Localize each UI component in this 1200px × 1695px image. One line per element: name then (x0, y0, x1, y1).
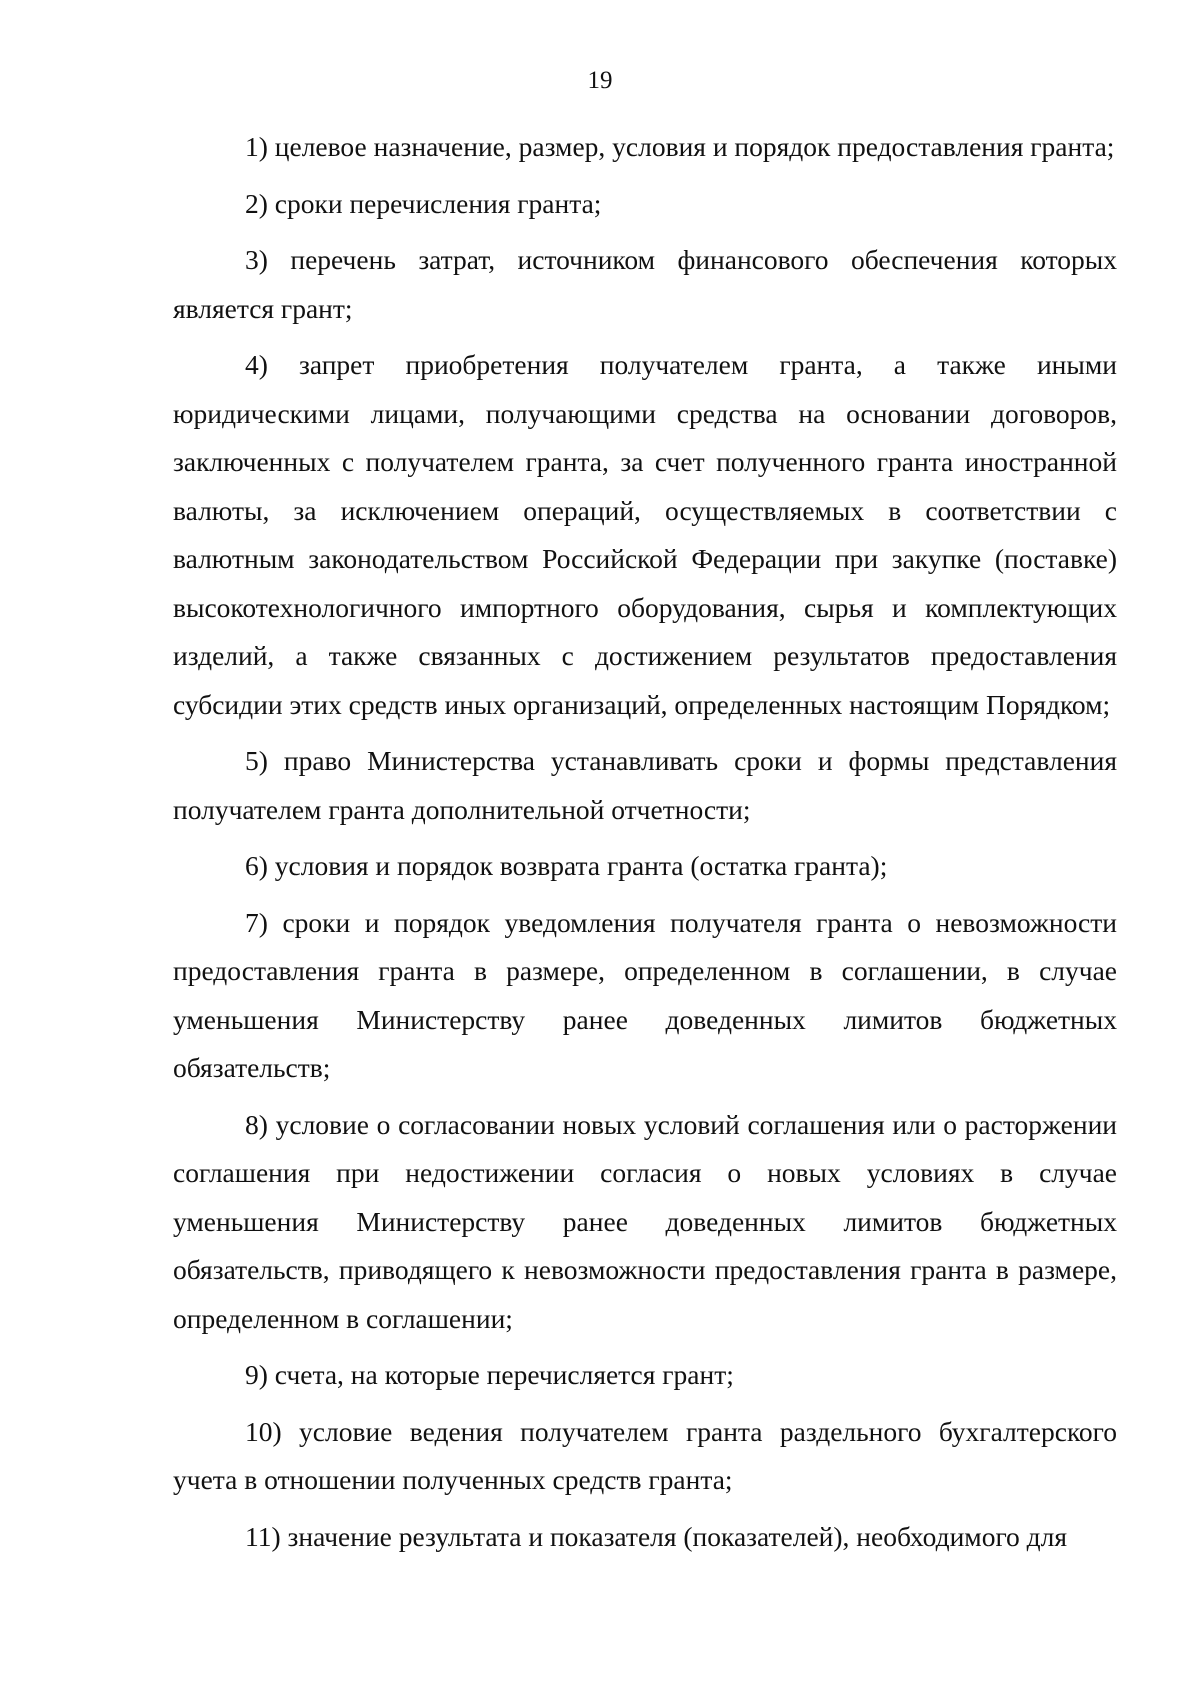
document-body (173, 123, 1117, 1561)
list-item-11: 11) значение результата и показателя (показателей), необходимого для (245, 1520, 1068, 1552)
list-item-3: 3) перечень затрат, источником финансового обеспечения которых является грант; (173, 244, 1117, 324)
list-item-6: 6) условия и порядок возврата гранта (остатка гранта); (245, 850, 888, 881)
list-item-4: 4) запрет приобретения получателем гранта, а также иными юридическими лицами, получающими средства на основании договоров, заключенных с получателем гранта, за счет полученного гранта иностранной валюты, за исключением операций, осуществляемых в соответствии с валютным законодательством Российской Федерации при закупке (поставке) высокотехнологичного импортного оборудования, сырья и комплектующих изделий, а также связанных с достижением результатов предоставления субсидии этих средств иных организаций, определенных настоящим Порядком; (173, 349, 1117, 720)
list-item-1: 1) целевое назначение, размер, условия и порядок предоставления гранта; (245, 131, 1115, 162)
list-item-10: 10) условие ведения получателем гранта раздельного бухгалтерского учета в отношении полученных средств гранта; (173, 1415, 1117, 1495)
list-item-9: 9) счета, на которые перечисляется грант; (245, 1359, 734, 1390)
page-number: 19 (587, 67, 613, 94)
list-item-8: 8) условие о согласовании новых условий соглашения или о расторжении соглашения при недостижении согласия о новых условиях в случае уменьшения Министерству ранее доведенных лимитов бюджетных обязательств, приводящего к невозможности предоставления гранта в размере, определенном в соглашении; (173, 1108, 1117, 1334)
list-item-5: 5) право Министерства устанавливать сроки и формы представления получателем гранта дополнительной отчетности; (173, 745, 1117, 825)
list-item-2: 2) сроки перечисления гранта; (245, 187, 602, 219)
list-item-7: 7) сроки и порядок уведомления получателя гранта о невозможности предоставления гранта в размере, определенном в соглашении, в случае уменьшения Министерству ранее доведенных лимитов бюджетных обязательств; (173, 906, 1117, 1083)
